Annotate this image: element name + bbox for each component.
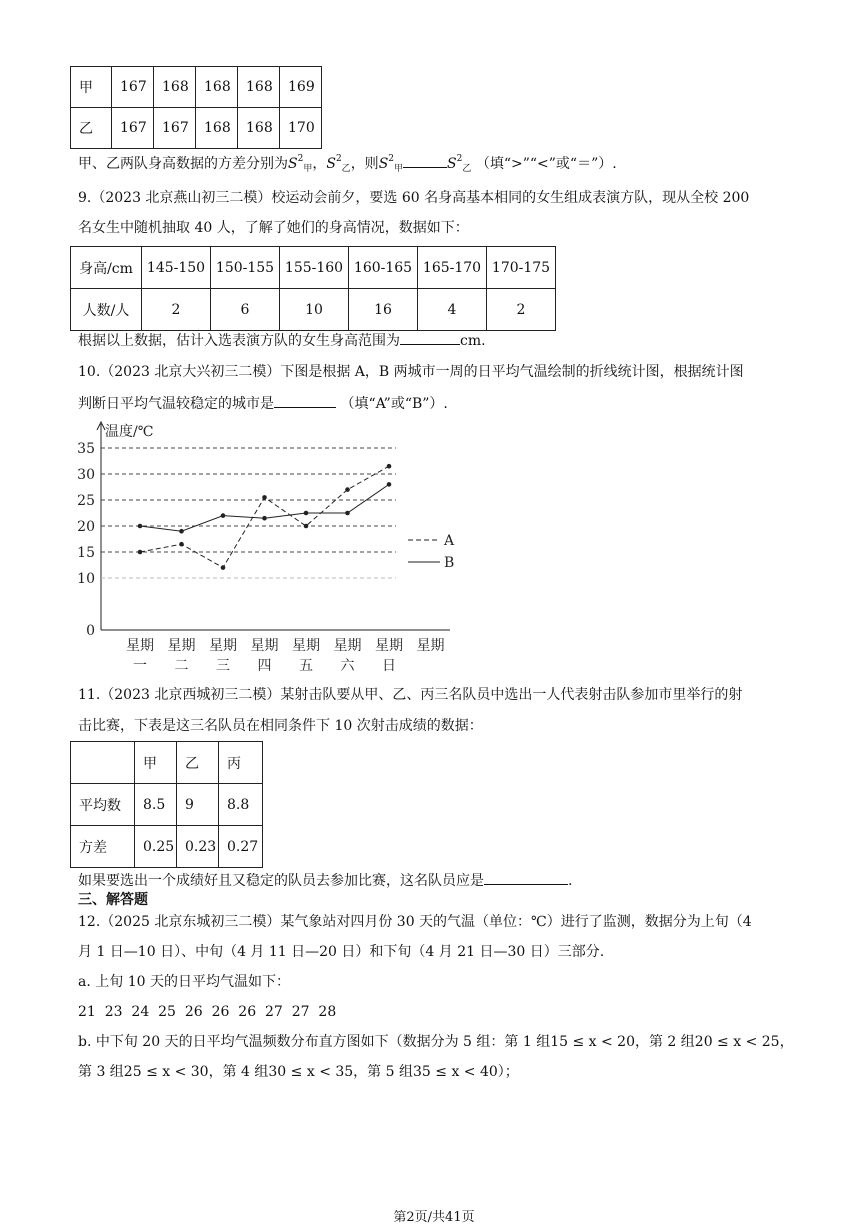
text: 根据以上数据，估计入选表演方队的女生身高范围为 [78,333,400,349]
data-point-B [179,529,184,534]
data-point-B [138,524,143,529]
data-point-A [304,524,309,529]
y-tick-label: 15 [77,545,95,561]
x-tick-label: 星期 [209,638,237,654]
x-tick-label-day: 日 [382,658,396,674]
x-tick-label-day: 二 [174,658,189,674]
text: S [326,156,336,172]
table-cell: 2 [487,289,556,331]
row-label-yi: 乙 [71,108,112,149]
q9-answer-line [78,330,486,351]
data-point-A [179,542,184,547]
x-tick-label: 星期 [333,638,362,654]
y-axis-label: 温度/℃ [105,424,154,440]
table-cell: 0.27 [219,826,263,868]
x-tick-label: 星期 [375,638,403,654]
variance-question-line: 甲、乙两队身高数据的方差分别为$S^2_甲$，$S^2_乙$，则$S^2_甲$ $S^2_乙$ （填“>”“<”或“＝”）. [78,154,617,174]
table-header: 160-165 [349,247,418,289]
page-footer: 第2页/共41页 [393,1210,475,1225]
table-header: 155-160 [280,247,349,289]
text: S [288,156,298,172]
q11-line1: 11.（2023 北京西城初三二模）某射击队要从甲、乙、丙三名队员中选出一人代表射击队参加市里举行的射 [78,687,743,703]
text: 乙 [341,164,351,174]
table-cell: 168 [238,67,280,108]
x-tick-label: 星期 [250,638,279,654]
q10-line1: 10.（2023 北京大兴初三二模）下图是根据 A，B 两城市一周的日平均气温绘制的折线统计图，根据统计图 [78,364,744,380]
x-tick-label: 星期 [292,638,320,654]
row-label-jia: 甲 [71,67,112,108]
x-tick-label-day: 六 [340,658,355,674]
q12-b-line2: 第 3 组25 ≤ x < 30，第 4 组30 ≤ x < 35，第 5 组35 ≤ x < 40）； [78,1064,519,1080]
y-tick-label: 35 [77,441,95,457]
x-tick-label: 星期 [126,638,154,654]
text: 判断日平均气温较稳定的城市是 [78,396,274,412]
q12-line2: 月 1 日—10 日）、中旬（4 月 11 日—20 日）和下旬（4 月 21 日—30 日）三部分. [78,944,605,960]
text: cm. [460,333,486,349]
x-tick-label: 星期 [416,638,445,654]
table-cell: 人数/人 [71,289,142,331]
table-cell: 平均数 [71,784,135,826]
data-point-B [387,482,392,487]
x-tick-label: 星期 [167,638,196,654]
q10-line2 [78,393,448,414]
text: 如果要选出一个成绩好且又稳定的队员去参加比赛，这名队员应是 [78,873,484,889]
table-header: 身高/cm [71,247,142,289]
q9-line2: 名女生中随机抽取 40 人，了解了她们的身高情况，数据如下： [78,220,469,236]
y-tick-label: 30 [77,467,95,483]
table-cell: 9 [177,784,219,826]
temperature-line-chart [60,418,480,680]
table-cell: 170 [280,108,322,149]
table-cell: 167 [112,108,154,149]
text: （填“>”“<”或“＝”）. [475,156,617,172]
text: ，则 [350,156,379,172]
table-cell: 16 [349,289,418,331]
text: 甲 [394,164,404,174]
answer-blank[interactable] [400,330,460,345]
data-point-A [262,495,267,500]
text: 乙 [462,164,472,174]
text: 甲、乙两队身高数据的方差分别为 [78,156,288,172]
table-header: 150-155 [211,247,280,289]
text: ， [312,156,327,172]
table-cell: 4 [418,289,487,331]
table-header: 165-170 [418,247,487,289]
legend-label-B: B [444,555,455,571]
data-point-B [304,511,309,516]
table-cell: 0.25 [135,826,177,868]
table-cell: 0.23 [177,826,219,868]
y-tick-label: 0 [86,623,95,639]
data-point-A [138,550,143,555]
data-point-B [221,513,226,518]
table-cell: 168 [238,108,280,149]
text: 甲 [303,164,313,174]
table-cell: 6 [211,289,280,331]
x-tick-label-day: 四 [257,658,272,674]
table-header: 丙 [219,742,263,784]
q11-answer-line: 如果要选出一个成绩好且又稳定的队员去参加比赛，这名队员应是 . [78,870,572,891]
table-cell: 10 [280,289,349,331]
text: S [378,156,389,172]
legend-label-A: A [444,533,455,549]
x-tick-label-day: 三 [216,658,230,674]
table-cell: 2 [142,289,211,331]
q12-line1: 12.（2025 北京东城初三二模）某气象站对四月份 30 天的气温（单位：℃）进行了监测，数据分为上旬（4 [78,914,752,930]
data-point-A [387,464,392,469]
y-tick-label: 10 [77,571,95,587]
table-header: 乙 [177,742,219,784]
q12-b-line1: b. 中下旬 20 天的日平均气温频数分布直方图如下（数据分为 5 组：第 1 组15 ≤ x < 20，第 2 组20 ≤ x < 25， [78,1034,794,1050]
q12-a-values: 21 23 24 25 26 26 26 27 27 28 [78,1004,337,1020]
table-cell: 168 [154,67,196,108]
y-tick-label: 20 [77,519,95,535]
data-point-A [345,487,350,492]
answer-blank[interactable] [403,153,447,168]
data-point-A [221,565,226,570]
x-tick-label-day: 一 [133,658,147,674]
table-header: 甲 [135,742,177,784]
table-header: 145-150 [142,247,211,289]
table-cell: 167 [112,67,154,108]
table-cell: 169 [280,67,322,108]
y-tick-label: 25 [77,493,95,509]
text: S [447,156,457,172]
text: （填“A”或“B”）. [340,396,448,412]
series-line-B [140,484,389,531]
table-cell: 168 [196,108,238,149]
table-cell: 方差 [71,826,135,868]
table-cell: 8.5 [135,784,177,826]
height-table-jia-yi [70,66,322,149]
table-cell: 8.8 [219,784,263,826]
data-point-B [262,516,267,521]
q9-line1: 9.（2023 北京燕山初三二模）校运动会前夕，要选 60 名身高基本相同的女生组成表演方队，现从全校 200 [78,190,750,206]
q11-shooting-table [70,741,263,868]
answer-blank[interactable] [484,870,568,885]
answer-blank[interactable] [274,393,336,408]
table-header: 170-175 [487,247,556,289]
table-cell: 167 [154,108,196,149]
table-header [71,742,135,784]
table-cell: 168 [196,67,238,108]
q9-height-table [70,246,556,331]
q12-a-label: a. 上旬 10 天的日平均气温如下： [78,974,290,990]
section-heading: 三、解答题 [78,892,148,908]
q11-line2: 击比赛，下表是这三名队员在相同条件下 10 次射击成绩的数据： [78,718,483,734]
data-point-B [345,511,350,516]
x-tick-label-day: 五 [299,658,313,674]
